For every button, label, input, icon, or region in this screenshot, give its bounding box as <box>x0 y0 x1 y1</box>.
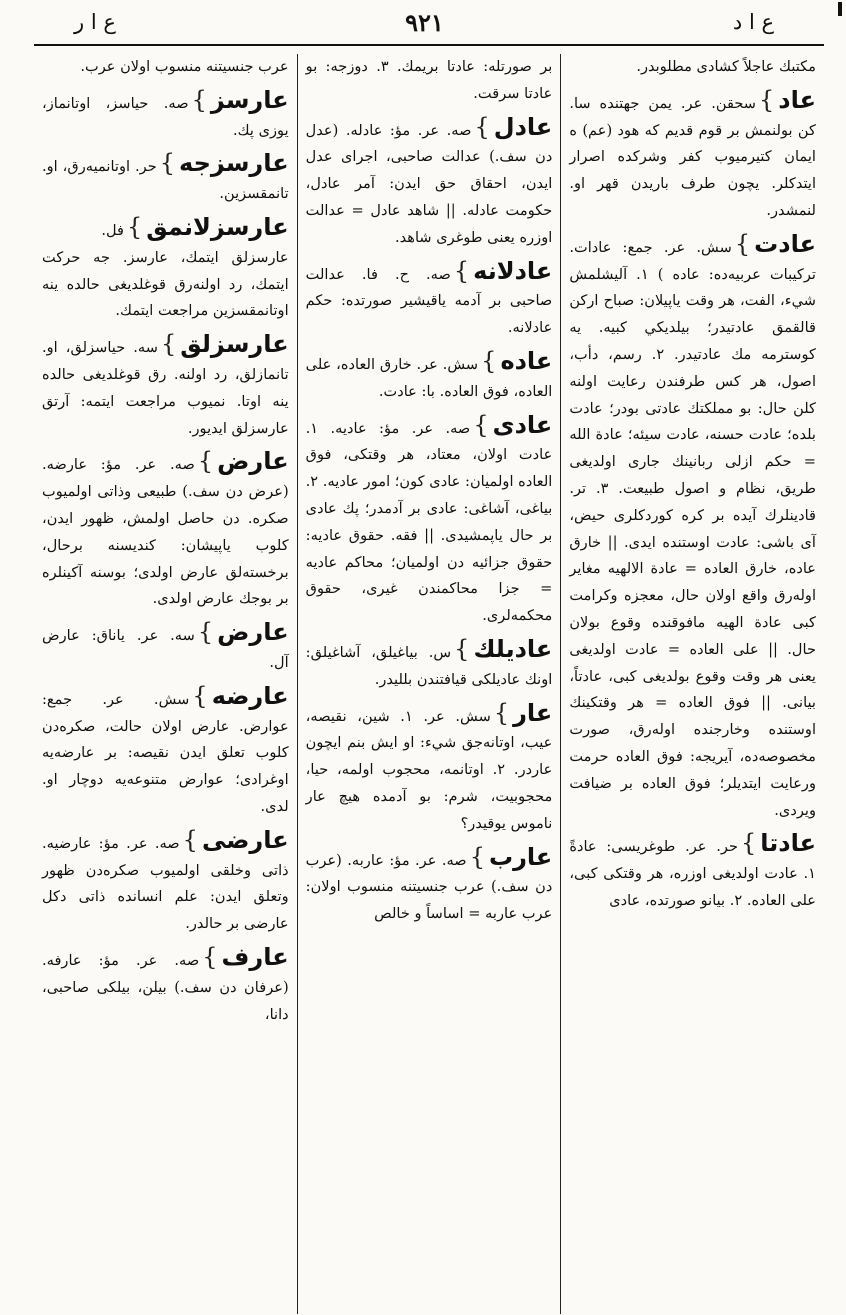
entry-brace: } <box>197 618 214 647</box>
entry-definition: صه. عر. مؤ: عاربه. (عرب دن سف.) عرب جنسيتنه منسوب اولان: عرب عاربه = اساساً و خالص <box>305 851 553 923</box>
running-header <box>34 0 824 46</box>
dictionary-entry <box>42 54 289 81</box>
entry-brace: } <box>734 229 751 258</box>
entry-definition: بر صورتله: عادتا بريمك. ٣. دوزجه: بو عادتا سرقت. <box>305 58 553 102</box>
entry-definition: حر. عر. طوغريسى: عادةً ١. عادت اولديغى اوزره، هر وقتكى كبى، على العاده. ٢. بيانو صورتده، عادى <box>569 838 816 909</box>
entry-headword: عادلانه <box>473 256 553 285</box>
entry-brace: } <box>197 447 214 476</box>
entry-definition: س. بياغيلق، آشاغيلق: اونك عاديلكى قيافتندن بلليدر. <box>305 643 553 688</box>
entry-brace: } <box>469 842 485 871</box>
entry-definition: حر. اوتانميه‌رق، او. تانمقسزين. <box>41 158 289 203</box>
dictionary-entry <box>306 114 553 252</box>
entry-brace: } <box>127 212 143 241</box>
column-right <box>561 54 824 1314</box>
column-left <box>34 54 298 1314</box>
dictionary-entry <box>306 54 553 108</box>
dictionary-entry <box>42 87 289 145</box>
entry-definition: صه. حياسز، اوتانماز، يوزى پك. <box>41 94 289 139</box>
entry-headword: عاد <box>778 85 816 114</box>
entry-definition: صه. عر. مؤ: عاديه. ١. عادت اولان، معتاد، هر وقتكى، فوق العاده اولميان: عادى كون؛ امور عاديه. ٢. بياغى، آشاغى: عادى بر آدمدر؛ پك عادى بر حال ياپمشيدى. || فقه. حقوق عاديه: حقوق جزائيه دن اولميان؛ محاكم عاديه = جزا محاكمندن غيرى، حقوق محكمه‌لرى. <box>305 419 553 625</box>
entry-brace: } <box>740 829 757 858</box>
entry-brace: } <box>493 698 510 727</box>
entry-definition: مكتبك عاجلاً كشادى مطلوبدر. <box>636 58 816 75</box>
header-guide-word-right: ع ا د <box>732 10 774 34</box>
dictionary-entry <box>42 448 289 613</box>
entry-brace: } <box>191 85 207 114</box>
entry-definition: سه. عر. ياناق: عارض آل. <box>41 627 289 671</box>
entry-headword: عاده <box>500 346 553 375</box>
dictionary-entry <box>306 348 553 406</box>
entry-brace: } <box>453 256 470 285</box>
entry-definition: صه. عر. مؤ: عادله. (عدل دن سف.) عدالت صاحبى، اجراى عدل ايدن، احقاق حق ايدن: آمر عادل، حكومت عادله. || شاهد عادل = عدالت اوزره يعنى طوغرى شاهد. <box>305 121 553 246</box>
entry-headword: عاديلك <box>473 634 553 663</box>
entry-headword: عادتا <box>760 829 816 858</box>
entry-brace: } <box>192 681 208 710</box>
entry-brace: } <box>160 330 177 359</box>
entry-definition: سش. عر. جمع: عادات. تركيبات عربيه‌ده: عاده ) ١. آليشلمش شيء، الفت، هر وقت ياپيلان: صباح اركن قالقمق عادتيدر؛ بيلديكي كبيه. يه كوسترمه مك عادتيدر. ٢. رسم، دأب، اصول، هر كس طرفندن رعايت اولنه كلن حال: بو مملكتك عادتى بودر؛ عادت بلده؛ عادت حسنه، عادت سيئه؛ عادة الله = حكم ازلى ربانينك جارى اولديغى طريق، نظام و اصول طبيعت. ٣. تر. قادينلرك آيده بر كره كوردكلرى حيض، آى باشى: عادت اوستنده ايدى. || خارق عاده، خارق العاده = عادة الالهيه مغاير اوله‌رق واقع اولان حال، معجزه وكرامت كبى عادة الهيه مافوقنده وقوع بولان حال. || على العاده = عادت اولديغى يعنى هر وقت وقوع بولديغى كبى، عادتاً، بيانى. || فوق العاده = هر وقتكينك اوستنده وخارجنده اوله‌رق، صورت مخصوصه‌ده، آيريجه: فوق العاده حرمت ورعايت ايتديلر؛ فوق العاده بر ضيافت ويردى. <box>569 238 817 819</box>
header-guide-word-left: ع ا ر <box>74 10 116 34</box>
column-middle <box>298 54 562 1314</box>
dictionary-entry <box>306 258 553 342</box>
dictionary-entry <box>42 827 289 938</box>
dictionary-entry <box>42 619 289 677</box>
page-edge-mark <box>838 2 842 16</box>
entry-definition: فل. عارسزلق ايتمك، عارسز. جه حركت ايتمك، رد اولنه‌رق قوغلديغى حالده ينه اوتانمقسزين مراجعت ايتمك. <box>41 221 289 320</box>
text-columns <box>34 54 824 1314</box>
entry-definition: سحقن. عر. يمن جهتنده سا. كن بولنمش بر قوم قديم كه هود (عم) ه ايمان كتيرميوب كفر وشركده اصرار ايتدكلر. يچون طرف باريدن قهر او. لنمشدر. <box>569 94 816 219</box>
entry-definition: سش. عر. جمع: عوارض. عارض اولان حالت، صكره‌دن كلوب تعلق ايدن نقيصه: بر عارضه‌يه اوغرادى؛ عوارض متنوعه‌يه دوچار او. لدى. <box>41 690 289 815</box>
dictionary-entry <box>42 331 289 442</box>
entry-definition: سش. عر. ١. شين، نقيصه، عيب، اوتانه‌جق شيء: او ايش بنم ايچون عاردر. ٢. اوتانمه، محجوب اولمه، حيا، محجوبيت، شرم: بو آدمده هيچ عار ناموس يوقيدر؟ <box>305 707 553 832</box>
entry-brace: } <box>481 346 497 375</box>
entry-definition: سه. حياسزلق، او. تانمازلق، رد اولنه. رق قوغلديغى حالده ينه اوتا. نميوب مراجعت ايتمه: آرتق عارسزلق ايديور. <box>41 339 289 437</box>
entry-brace: } <box>454 634 470 663</box>
dictionary-entry <box>306 412 553 630</box>
dictionary-entry <box>306 700 553 838</box>
entry-definition: صه. ح. فا. عدالت صاحبى بر آدمه ياقيشير صورتده: حكم عادلانه. <box>305 265 553 337</box>
entry-headword: عارف <box>221 942 289 971</box>
entry-brace: } <box>202 942 218 971</box>
entry-brace: } <box>182 825 198 854</box>
entry-headword: عارضه <box>211 681 289 710</box>
dictionary-entry <box>569 54 816 81</box>
dictionary-entry <box>569 830 816 914</box>
entry-headword: عارسز <box>210 85 289 114</box>
page-number: ٩٢١ <box>405 7 444 37</box>
dictionary-entry <box>42 150 289 208</box>
entry-headword: عادت <box>754 229 816 258</box>
entry-headword: عارض <box>217 618 289 647</box>
entry-headword: عارضى <box>201 825 289 854</box>
entry-brace: } <box>474 112 490 141</box>
entry-headword: عارسزلق <box>180 330 289 359</box>
entry-brace: } <box>473 410 489 439</box>
entry-definition: سش. عر. خارق العاده، على العاده، فوق العاده. با: عادت. <box>305 355 553 400</box>
entry-headword: عارب <box>488 842 553 871</box>
dictionary-entry <box>42 944 289 1028</box>
dictionary-entry <box>569 231 816 825</box>
entry-headword: عارسزجه <box>179 149 289 178</box>
entry-definition: صه. عر. مؤ: عارفه. (عرفان دن سف.) بيلن، بيلكى صاحبى، دانا، <box>41 951 289 1023</box>
dictionary-entry <box>42 214 289 325</box>
entry-definition: صه. عر. مؤ: عارضيه. ذاتى وخلقى اولميوب صكره‌دن ظهور وتعلق ايدن: علم انسانده ذاتى دكل عارضى بر حالدر. <box>41 834 289 933</box>
dictionary-entry <box>306 844 553 928</box>
entry-headword: عادى <box>492 410 553 439</box>
entry-brace: } <box>758 85 775 114</box>
entry-definition: عرب جنسيتنه منسوب اولان عرب. <box>80 58 289 75</box>
entry-definition: صه. عر. مؤ: عارضه. (عرض دن سف.) طبيعى وذاتى اولميوب صكره. دن حاصل اولمش، ظهور ايدن، كلوب ياپيشان: كنديسنه برحال، برخسته‌لق عارض اولدى؛ بوسنه آكينلره بر بوجك عارض اولدى. <box>41 456 289 608</box>
entry-brace: } <box>159 149 176 178</box>
entry-headword: عادل <box>493 112 553 141</box>
dictionary-entry <box>306 636 553 694</box>
dictionary-entry <box>42 683 289 821</box>
entry-headword: عار <box>513 698 553 727</box>
entry-headword: عارض <box>217 447 289 476</box>
dictionary-entry <box>569 87 816 225</box>
entry-headword: عارسزلانمق <box>146 212 289 241</box>
